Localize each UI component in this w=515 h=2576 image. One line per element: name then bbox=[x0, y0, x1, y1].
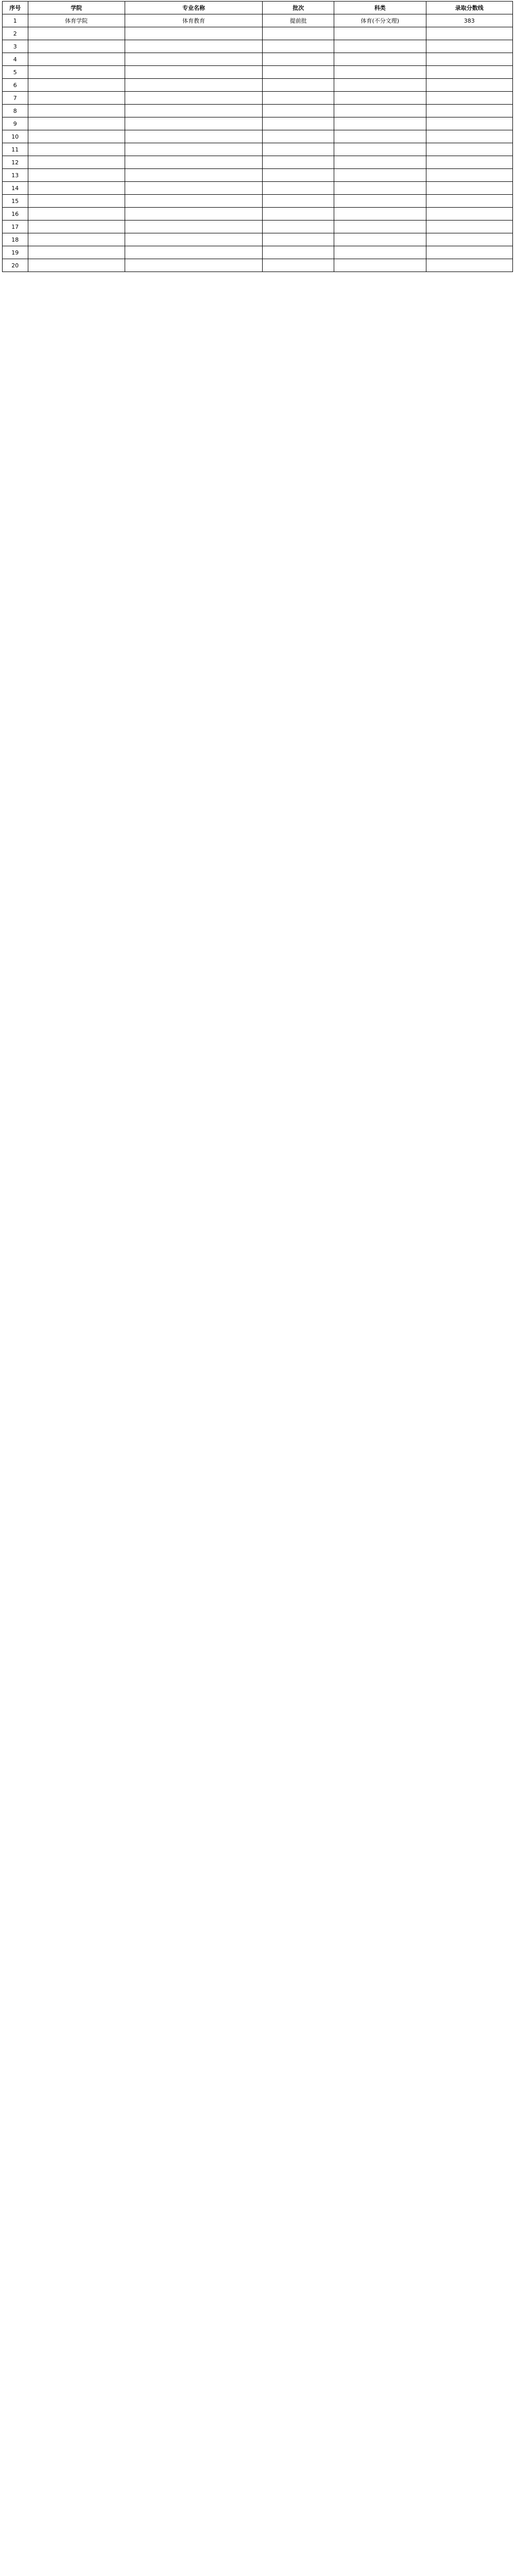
cell-batch bbox=[263, 221, 334, 233]
cell-admission-score: 383 bbox=[426, 14, 513, 27]
cell-batch bbox=[263, 27, 334, 40]
cell-college bbox=[28, 117, 125, 130]
cell-admission-score bbox=[426, 117, 513, 130]
cell-admission-score bbox=[426, 195, 513, 208]
cell-admission-score bbox=[426, 66, 513, 79]
cell-major bbox=[125, 208, 263, 221]
cell-admission-score bbox=[426, 130, 513, 143]
cell-major bbox=[125, 259, 263, 272]
table-row bbox=[3, 40, 513, 53]
cell-batch bbox=[263, 246, 334, 259]
cell-college bbox=[28, 130, 125, 143]
cell-subject-category bbox=[334, 195, 426, 208]
cell-subject-category bbox=[334, 182, 426, 195]
cell-major bbox=[125, 143, 263, 156]
cell-major bbox=[125, 117, 263, 130]
cell-subject-category bbox=[334, 79, 426, 92]
cell-admission-score bbox=[426, 92, 513, 105]
cell-admission-score bbox=[426, 79, 513, 92]
cell-subject-category bbox=[334, 53, 426, 66]
cell-batch bbox=[263, 117, 334, 130]
cell-batch bbox=[263, 182, 334, 195]
cell-index: 7 bbox=[3, 92, 28, 105]
cell-admission-score bbox=[426, 105, 513, 117]
cell-index: 11 bbox=[3, 143, 28, 156]
table-row bbox=[3, 156, 513, 169]
cell-batch bbox=[263, 40, 334, 53]
cell-subject-category bbox=[334, 117, 426, 130]
cell-admission-score bbox=[426, 143, 513, 156]
cell-subject-category bbox=[334, 92, 426, 105]
table-row bbox=[3, 92, 513, 105]
cell-batch bbox=[263, 143, 334, 156]
table-header-row bbox=[3, 2, 513, 14]
cell-college bbox=[28, 169, 125, 182]
cell-admission-score bbox=[426, 182, 513, 195]
cell-subject-category bbox=[334, 105, 426, 117]
cell-index: 18 bbox=[3, 233, 28, 246]
cell-index: 10 bbox=[3, 130, 28, 143]
cell-college bbox=[28, 92, 125, 105]
cell-index: 5 bbox=[3, 66, 28, 79]
cell-college bbox=[28, 259, 125, 272]
cell-index: 6 bbox=[3, 79, 28, 92]
cell-college bbox=[28, 40, 125, 53]
cell-college bbox=[28, 182, 125, 195]
cell-major bbox=[125, 182, 263, 195]
cell-subject-category bbox=[334, 143, 426, 156]
table-row bbox=[3, 53, 513, 66]
table-row bbox=[3, 259, 513, 272]
table-body bbox=[3, 14, 513, 272]
cell-admission-score bbox=[426, 208, 513, 221]
cell-college bbox=[28, 246, 125, 259]
cell-index: 20 bbox=[3, 259, 28, 272]
header-index: 序号 bbox=[3, 2, 28, 14]
cell-major bbox=[125, 169, 263, 182]
cell-subject-category bbox=[334, 156, 426, 169]
admissions-score-table bbox=[2, 1, 513, 272]
cell-batch bbox=[263, 105, 334, 117]
cell-index: 8 bbox=[3, 105, 28, 117]
cell-subject-category bbox=[334, 208, 426, 221]
cell-admission-score bbox=[426, 53, 513, 66]
cell-index: 15 bbox=[3, 195, 28, 208]
cell-batch bbox=[263, 130, 334, 143]
table-row bbox=[3, 208, 513, 221]
cell-batch bbox=[263, 195, 334, 208]
page bbox=[0, 0, 515, 273]
cell-index: 1 bbox=[3, 14, 28, 27]
cell-batch bbox=[263, 53, 334, 66]
cell-major bbox=[125, 156, 263, 169]
table-row bbox=[3, 130, 513, 143]
cell-subject-category bbox=[334, 221, 426, 233]
cell-major bbox=[125, 195, 263, 208]
cell-major: 体育教育 bbox=[125, 14, 263, 27]
cell-subject-category bbox=[334, 27, 426, 40]
table-row bbox=[3, 117, 513, 130]
cell-college bbox=[28, 79, 125, 92]
cell-subject-category: 体育(不分文理) bbox=[334, 14, 426, 27]
cell-college bbox=[28, 233, 125, 246]
cell-admission-score bbox=[426, 259, 513, 272]
cell-major bbox=[125, 79, 263, 92]
cell-admission-score bbox=[426, 246, 513, 259]
header-admission-score: 录取分数线 bbox=[426, 2, 513, 14]
cell-subject-category bbox=[334, 130, 426, 143]
header-subject-category: 科类 bbox=[334, 2, 426, 14]
cell-college bbox=[28, 53, 125, 66]
cell-major bbox=[125, 246, 263, 259]
cell-college bbox=[28, 221, 125, 233]
cell-subject-category bbox=[334, 169, 426, 182]
table-row bbox=[3, 14, 513, 27]
cell-index: 12 bbox=[3, 156, 28, 169]
cell-index: 2 bbox=[3, 27, 28, 40]
cell-batch bbox=[263, 233, 334, 246]
cell-college bbox=[28, 27, 125, 40]
cell-college bbox=[28, 105, 125, 117]
header-major: 专业名称 bbox=[125, 2, 263, 14]
cell-admission-score bbox=[426, 169, 513, 182]
cell-college bbox=[28, 156, 125, 169]
cell-major bbox=[125, 66, 263, 79]
table-row bbox=[3, 246, 513, 259]
cell-admission-score bbox=[426, 40, 513, 53]
cell-batch bbox=[263, 156, 334, 169]
cell-college bbox=[28, 143, 125, 156]
header-college: 学院 bbox=[28, 2, 125, 14]
cell-major bbox=[125, 27, 263, 40]
table-row bbox=[3, 221, 513, 233]
table-row bbox=[3, 143, 513, 156]
table-row bbox=[3, 105, 513, 117]
cell-major bbox=[125, 233, 263, 246]
cell-index: 13 bbox=[3, 169, 28, 182]
cell-admission-score bbox=[426, 221, 513, 233]
cell-subject-category bbox=[334, 233, 426, 246]
cell-admission-score bbox=[426, 27, 513, 40]
header-batch: 批次 bbox=[263, 2, 334, 14]
cell-subject-category bbox=[334, 66, 426, 79]
cell-college: 体育学院 bbox=[28, 14, 125, 27]
cell-college bbox=[28, 195, 125, 208]
cell-subject-category bbox=[334, 259, 426, 272]
table-row bbox=[3, 79, 513, 92]
cell-college bbox=[28, 208, 125, 221]
cell-index: 9 bbox=[3, 117, 28, 130]
cell-batch bbox=[263, 208, 334, 221]
cell-subject-category bbox=[334, 246, 426, 259]
cell-admission-score bbox=[426, 233, 513, 246]
cell-index: 19 bbox=[3, 246, 28, 259]
table-row bbox=[3, 195, 513, 208]
cell-college bbox=[28, 66, 125, 79]
cell-batch: 提前批 bbox=[263, 14, 334, 27]
table-row bbox=[3, 27, 513, 40]
table-row bbox=[3, 66, 513, 79]
cell-index: 3 bbox=[3, 40, 28, 53]
cell-major bbox=[125, 40, 263, 53]
cell-index: 16 bbox=[3, 208, 28, 221]
cell-major bbox=[125, 53, 263, 66]
cell-index: 14 bbox=[3, 182, 28, 195]
cell-batch bbox=[263, 92, 334, 105]
cell-batch bbox=[263, 259, 334, 272]
cell-major bbox=[125, 221, 263, 233]
cell-subject-category bbox=[334, 40, 426, 53]
cell-batch bbox=[263, 66, 334, 79]
table-row bbox=[3, 182, 513, 195]
cell-major bbox=[125, 105, 263, 117]
cell-batch bbox=[263, 79, 334, 92]
cell-major bbox=[125, 92, 263, 105]
cell-index: 4 bbox=[3, 53, 28, 66]
cell-major bbox=[125, 130, 263, 143]
cell-index: 17 bbox=[3, 221, 28, 233]
table-row bbox=[3, 233, 513, 246]
table-row bbox=[3, 169, 513, 182]
cell-batch bbox=[263, 169, 334, 182]
cell-admission-score bbox=[426, 156, 513, 169]
